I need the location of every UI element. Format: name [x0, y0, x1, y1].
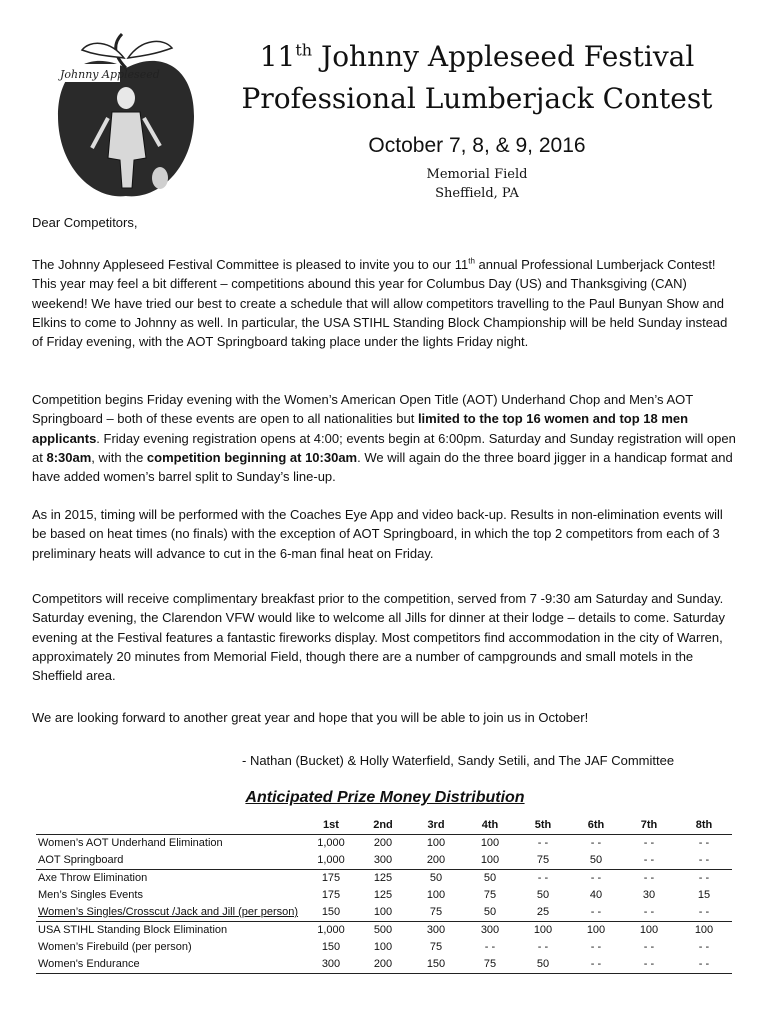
- prize-amount: - -: [643, 906, 655, 918]
- prize-amount: - -: [570, 870, 622, 888]
- prize-amount: 300: [373, 854, 393, 866]
- prize-table: [36, 817, 732, 974]
- col-header: 1st: [304, 817, 358, 835]
- event-name: Women’s AOT Underhand Elimination: [38, 837, 223, 849]
- prize-amount: - -: [516, 870, 570, 888]
- prize-amount: 500: [358, 922, 408, 940]
- prize-amount: - -: [537, 941, 549, 953]
- prize-amount: 300: [464, 922, 516, 940]
- prize-amount: 300: [304, 956, 358, 974]
- prize-amount: 100: [676, 922, 732, 940]
- col-header: 4th: [464, 817, 516, 835]
- prize-amount: 175: [321, 889, 341, 901]
- event-name: USA STIHL Standing Block Elimination: [36, 922, 304, 940]
- paragraph-timing: As in 2015, timing will be performed with the Coaches Eye App and video back-up. Results in non-elimination events will be based on heat times (no finals) with the exception of AOT Springboard, in which the top 2 competitors from each of 3 preliminary heats will advance to cut in the 6-man final heat on Friday.: [32, 507, 723, 561]
- prize-amount: 150: [321, 906, 341, 918]
- prize-amount: 1,000: [317, 837, 345, 849]
- prize-amount: - -: [590, 941, 602, 953]
- event-name: Women’s Singles/Crosscut /Jack and Jill (per person): [38, 906, 299, 918]
- paragraph-closing: We are looking forward to another great year and hope that you will be able to join us in October!: [32, 710, 589, 725]
- table-row: [36, 904, 732, 922]
- prize-amount: - -: [590, 837, 602, 849]
- prize-amount: - -: [622, 956, 676, 974]
- prize-amount: 50: [516, 956, 570, 974]
- prize-amount: 100: [570, 922, 622, 940]
- prize-title: Anticipated Prize Money Distribution: [245, 789, 525, 806]
- prize-amount: - -: [676, 870, 732, 888]
- prize-amount: 100: [373, 941, 393, 953]
- prize-amount: 100: [622, 922, 676, 940]
- prize-amount: - -: [676, 956, 732, 974]
- prize-amount: 125: [358, 870, 408, 888]
- title-ordinal: th: [295, 40, 313, 60]
- prize-amount: - -: [643, 941, 655, 953]
- table-row: [36, 922, 732, 940]
- prize-amount: 125: [373, 889, 393, 901]
- prize-amount: - -: [622, 870, 676, 888]
- table-row: [36, 852, 732, 870]
- event-name: Women's Endurance: [36, 956, 304, 974]
- prize-amount: 100: [480, 837, 500, 849]
- prize-amount: 1,000: [317, 854, 345, 866]
- prize-amount: 25: [536, 906, 550, 918]
- prize-amount: 40: [589, 889, 603, 901]
- prize-body: [36, 835, 732, 974]
- col-header: 2nd: [358, 817, 408, 835]
- event-venue: Memorial Field: [426, 167, 528, 182]
- prize-amount: 200: [373, 837, 393, 849]
- title-number: 11: [259, 40, 296, 73]
- event-name: Men’s Singles Events: [38, 889, 143, 901]
- prize-amount: 75: [429, 906, 443, 918]
- prize-amount: 50: [483, 906, 497, 918]
- prize-amount: 100: [373, 906, 393, 918]
- prize-amount: 75: [429, 941, 443, 953]
- prize-amount: 75: [483, 889, 497, 901]
- salutation: Dear Competitors,: [32, 215, 138, 230]
- logo-text: Johnny Appleseed: [60, 68, 160, 81]
- signature: - Nathan (Bucket) & Holly Waterfield, Sandy Setili, and The JAF Committee: [242, 753, 675, 768]
- prize-amount: 150: [408, 956, 464, 974]
- prize-amount: 75: [536, 854, 550, 866]
- prize-amount: - -: [698, 854, 710, 866]
- prize-amount: 100: [480, 854, 500, 866]
- event-name: Women’s Firebuild (per person): [38, 941, 192, 953]
- prize-amount: 100: [516, 922, 570, 940]
- table-row: [36, 939, 732, 956]
- prize-amount: 15: [697, 889, 711, 901]
- event-name: AOT Springboard: [38, 854, 124, 866]
- prize-amount: 50: [464, 870, 516, 888]
- prize-amount: - -: [698, 837, 710, 849]
- prize-amount: - -: [698, 941, 710, 953]
- prize-amount: - -: [698, 906, 710, 918]
- prize-amount: 50: [589, 854, 603, 866]
- table-row: [36, 870, 732, 888]
- prize-amount: 200: [426, 854, 446, 866]
- paragraph-invitation: The Johnny Appleseed Festival Committee is pleased to invite you to our 11th annual Professional Lumberjack Contest! This year may feel a bit different – competitions abound this year for Columbus Day (US) and Thanksgiving (CAN) weekend! We have tried our best to create a schedule that will allow competitors travelling to the Paul Bunyan Show and Elkins to come to Johnny as well. In particular, the USA STIHL Standing Block Championship will be held Sunday instead of Friday evening, with the AOT Springboard taking place under the lights Friday night.: [32, 256, 728, 350]
- table-row: [36, 887, 732, 904]
- col-header: 7th: [622, 817, 676, 835]
- prize-amount: - -: [643, 854, 655, 866]
- event-town: Sheffield, PA: [435, 186, 519, 201]
- prize-amount: 30: [642, 889, 656, 901]
- prize-amount: 75: [464, 956, 516, 974]
- prize-amount: 1,000: [304, 922, 358, 940]
- prize-amount: 100: [426, 837, 446, 849]
- page-title: [212, 40, 742, 74]
- prize-amount: - -: [570, 956, 622, 974]
- paragraph-amenities: Competitors will receive complimentary breakfast prior to the competition, served from 7 -9:30 am Saturday and Sunday. Saturday evening, the Clarendon VFW would like to welcome all Jills for dinner at their lodge – details to come. Saturday evening at the Festival features a fantastic fireworks display. Most competitors find accommodation in the city of Warren, approximately 20 minutes from Memorial Field, though there are a number of campgrounds and small motels in the Sheffield area.: [32, 591, 725, 684]
- page-subtitle: Professional Lumberjack Contest: [241, 82, 713, 115]
- col-header: 8th: [676, 817, 732, 835]
- event-name: Axe Throw Elimination: [36, 870, 304, 888]
- col-header: 5th: [516, 817, 570, 835]
- table-row: [36, 956, 732, 974]
- prize-amount: - -: [590, 906, 602, 918]
- title-text: Johnny Appleseed Festival: [320, 40, 695, 73]
- prize-amount: 50: [536, 889, 550, 901]
- prize-amount: - -: [537, 837, 549, 849]
- prize-amount: 200: [358, 956, 408, 974]
- paragraph-schedule: Competition begins Friday evening with the Women’s American Open Title (AOT) Underhand Chop and Men’s AOT Springboard – both of these events are open to all nationalities but limited to the top 16 women and top 18 men applicants. Friday evening registration opens at 4:00; events begin at 6:00pm. Saturday and Sunday registration will open at 8:30am, with the competition beginning at 10:30am. We will again do the three board jigger in a handicap format and have added women’s barrel split to Sunday’s line-up.: [32, 392, 736, 485]
- prize-amount: 100: [426, 889, 446, 901]
- prize-amount: - -: [643, 837, 655, 849]
- prize-amount: 300: [408, 922, 464, 940]
- col-header: 3rd: [408, 817, 464, 835]
- event-dates: October 7, 8, & 9, 2016: [368, 134, 586, 157]
- prize-amount: 50: [408, 870, 464, 888]
- col-header: 6th: [570, 817, 622, 835]
- prize-amount: - -: [484, 941, 496, 953]
- table-row: [36, 835, 732, 853]
- prize-amount: 175: [304, 870, 358, 888]
- apple-logo: [52, 28, 200, 206]
- prize-amount: 150: [321, 941, 341, 953]
- prize-header-row: [36, 817, 732, 835]
